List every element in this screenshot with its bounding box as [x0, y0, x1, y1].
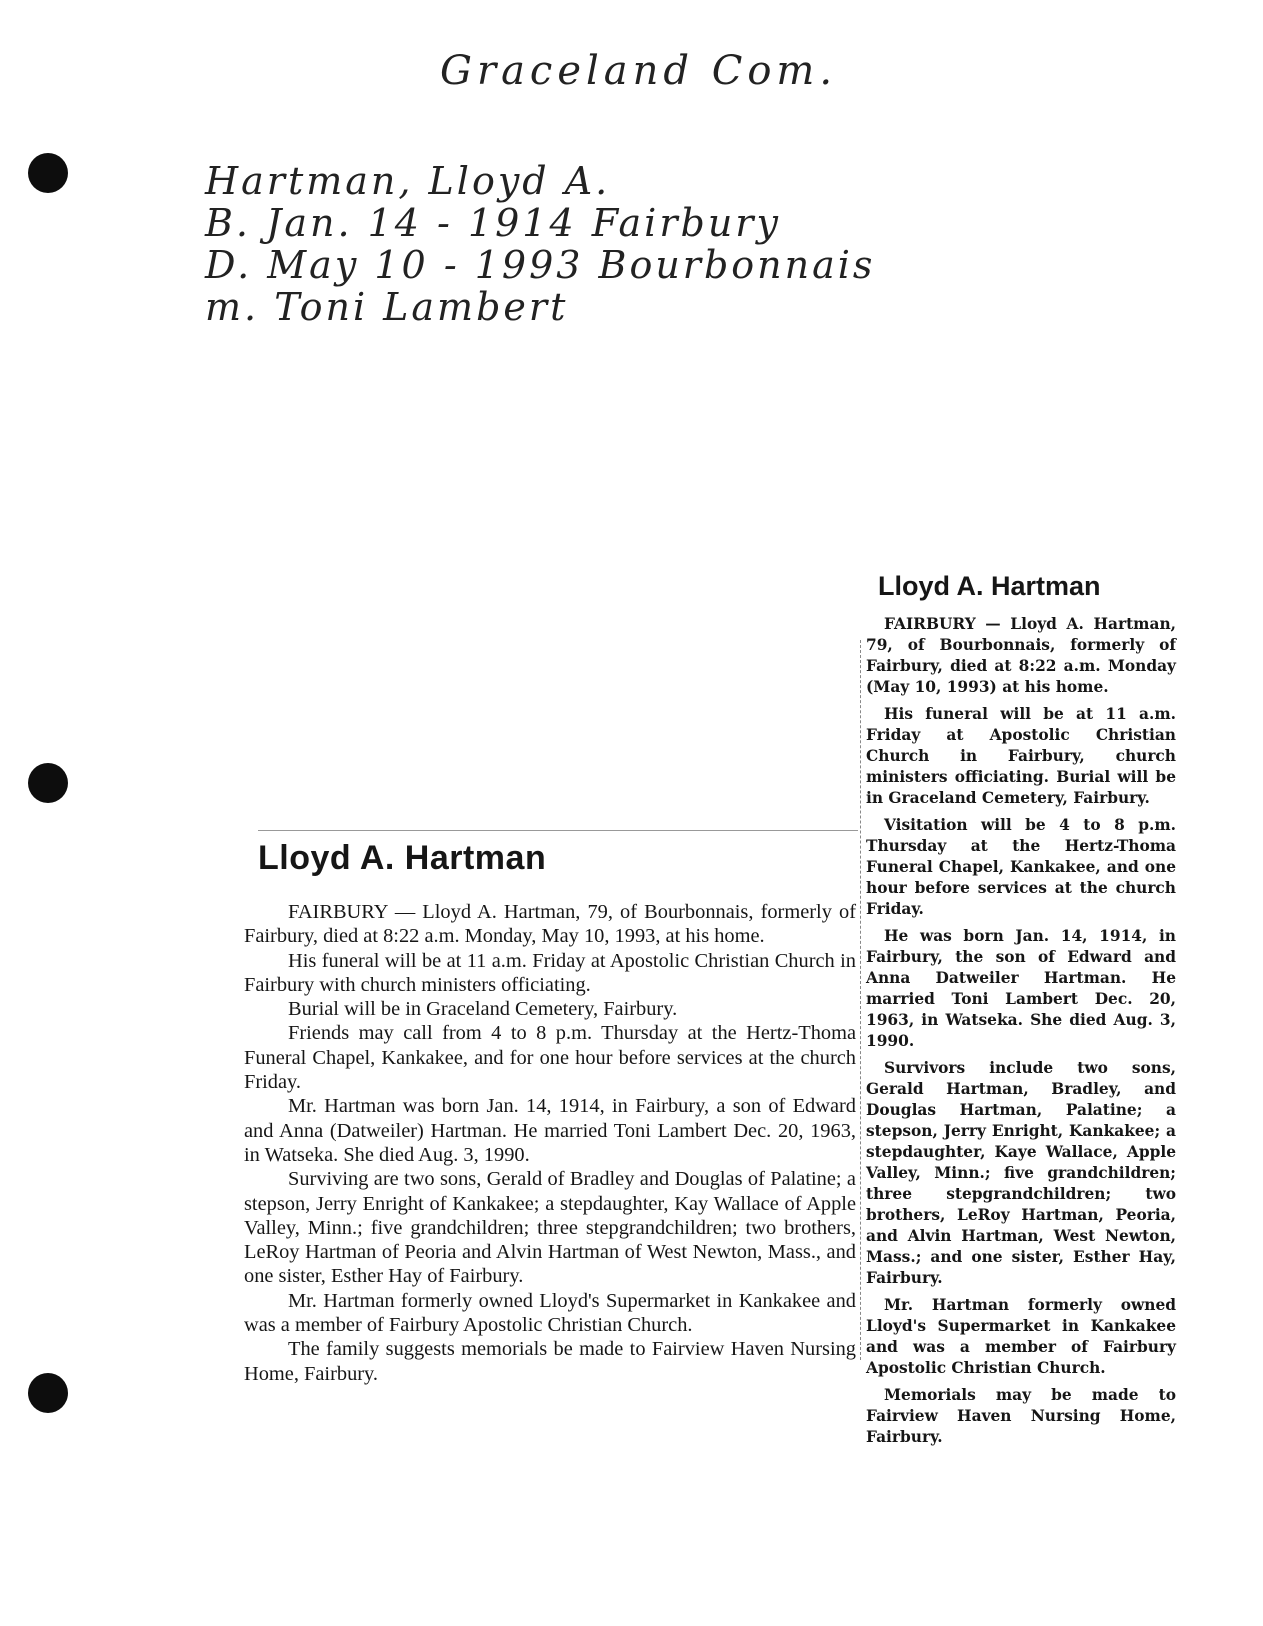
obituary-clipping-right [866, 570, 1176, 1446]
clipping-left-paragraph: FAIRBURY — Lloyd A. Hartman, 79, of Bourbonnais, formerly of Fairbury, died at 8:22 a.m. Monday, May 10, 1993, at his home. [244, 901, 856, 948]
clipping-right-paragraph: FAIRBURY — Lloyd A. Hartman, 79, of Bourbonnais, formerly of Fairbury, died at 8:22 a.m. Monday (May 10, 1993) at his home. [866, 615, 1176, 696]
clipping-right-paragraph: Visitation will be 4 to 8 p.m. Thursday at the Hertz-Thoma Funeral Chapel, Kankakee, and one hour before services at the church Friday. [866, 816, 1176, 918]
binder-hole-middle [28, 763, 68, 803]
handwritten-line-name: Hartman, Lloyd A. [205, 159, 611, 203]
handwritten-line-married: m. Toni Lambert [205, 285, 569, 329]
handwritten-line-birth: B. Jan. 14 - 1914 Fairbury [205, 201, 781, 245]
binder-hole-top [28, 153, 68, 193]
clipping-right-paragraph: Survivors include two sons, Gerald Hartman, Bradley, and Douglas Hartman, Palatine; a stepson, Jerry Enright, Kankakee; a stepdaughter, Kaye Wallace, Apple Valley, Minn.; five grandchildren; three stepgrandchildren; two brothers, LeRoy Hartman, Peoria, and Alvin Hartman, West Newton, Mass.; and one sister, Esther Hay, Fairbury. [866, 1059, 1176, 1287]
obituary-clipping-left [244, 838, 856, 1385]
clipping-left-paragraph: Burial will be in Graceland Cemetery, Fairbury. [288, 998, 678, 1021]
clipping-left-paragraph: Friends may call from 4 to 8 p.m. Thursday at the Hertz-Thoma Funeral Chapel, Kankakee, and for one hour before services at the church Friday. [244, 1022, 856, 1094]
clipping-cut-edge [860, 640, 862, 1360]
handwritten-header: Graceland Com. [440, 48, 838, 94]
clipping-right-paragraph: Memorials may be made to Fairview Haven Nursing Home, Fairbury. [866, 1386, 1176, 1446]
clipping-top-rule [258, 830, 858, 831]
clipping-right-paragraph: Mr. Hartman formerly owned Lloyd's Supermarket in Kankakee and was a member of Fairbury Apostolic Christian Church. [866, 1296, 1176, 1377]
handwritten-line-death: D. May 10 - 1993 Bourbonnais [205, 243, 876, 287]
handwritten-notes [205, 160, 875, 328]
clipping-right-title: Lloyd A. Hartman [878, 571, 1101, 601]
clipping-left-paragraph: His funeral will be at 11 a.m. Friday at Apostolic Christian Church in Fairbury with church ministers officiating. [244, 949, 856, 996]
binder-hole-bottom [28, 1373, 68, 1413]
clipping-left-paragraph: Mr. Hartman formerly owned Lloyd's Supermarket in Kankakee and was a member of Fairbury Apostolic Christian Church. [244, 1289, 856, 1337]
clipping-left-paragraph: Mr. Hartman was born Jan. 14, 1914, in Fairbury, a son of Edward and Anna (Datweiler) Hartman. He married Toni Lambert Dec. 20, 1963, in Watseka. She died Aug. 3, 1990. [244, 1095, 856, 1166]
clipping-left-title: Lloyd A. Hartman [258, 839, 547, 877]
clipping-right-paragraph: He was born Jan. 14, 1914, in Fairbury, the son of Edward and Anna Datweiler Hartman. He married Toni Lambert Dec. 20, 1963, in Watseka. She died Aug. 3, 1990. [866, 927, 1176, 1050]
clipping-left-paragraph: Surviving are two sons, Gerald of Bradley and Douglas of Palatine; a stepson, Jerry Enright of Kankakee; a stepdaughter, Kay Wallace of Apple Valley, Minn.; five grandchildren; three stepgrandchildren; two brothers, LeRoy Hartman of Peoria and Alvin Hartman of West Newton, Mass., and one sister, Esther Hay of Fairbury. [244, 1168, 856, 1288]
clipping-left-paragraph: The family suggests memorials be made to Fairview Haven Nursing Home, Fairbury. [244, 1338, 856, 1385]
clipping-right-paragraph: His funeral will be at 11 a.m. Friday at Apostolic Christian Church in Fairbury, church ministers officiating. Burial will be in Graceland Cemetery, Fairbury. [866, 705, 1176, 807]
